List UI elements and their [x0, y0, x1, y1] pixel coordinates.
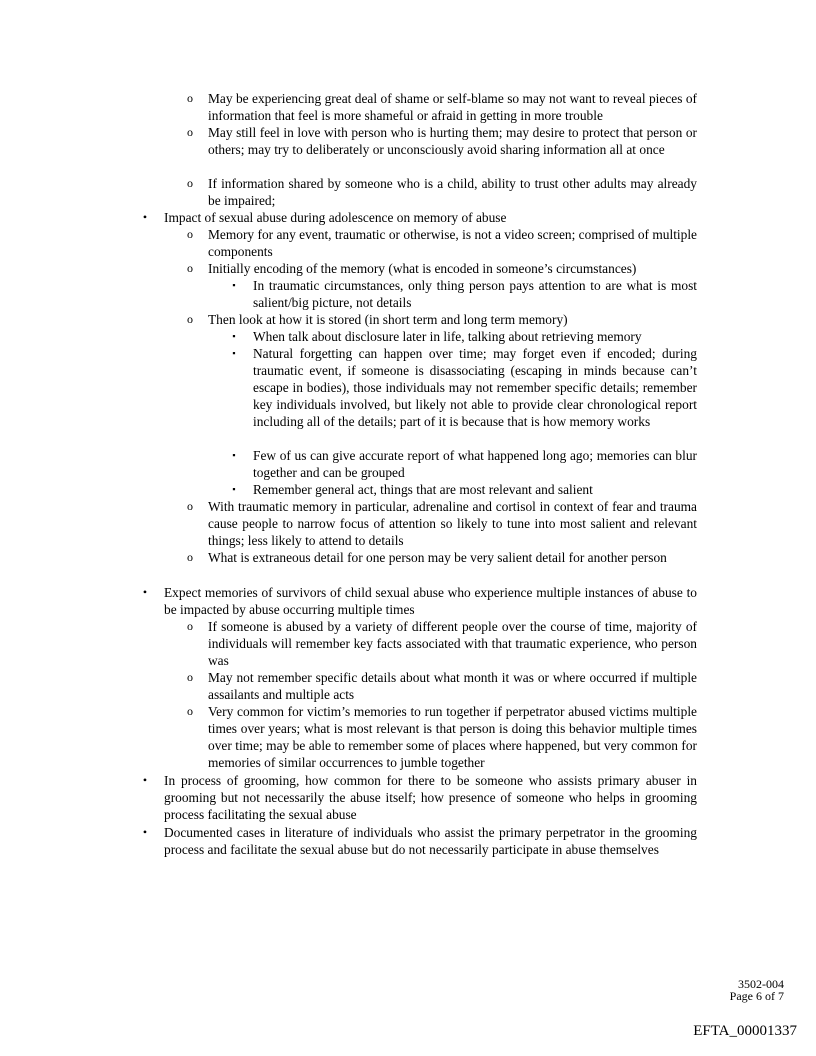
circle-bullet-icon: o	[187, 550, 193, 564]
square-bullet-icon: ▪	[232, 484, 236, 494]
square-bullet-icon: ▪	[232, 280, 236, 290]
list-item-text: Memory for any event, traumatic or otherwise, is not a video screen; comprised of multiple components	[208, 227, 697, 259]
bullet-icon: •	[142, 210, 148, 224]
list-item-text: Remember general act, things that are most relevant and salient	[253, 482, 593, 497]
bullet-icon: •	[142, 585, 148, 599]
circle-bullet-icon: o	[187, 227, 193, 241]
circle-bullet-icon: o	[187, 176, 193, 190]
list-item-text: If someone is abused by a variety of different people over the course of time, majority of individuals will remember key facts associated with that traumatic experience, who person was	[208, 619, 697, 668]
page-number: Page 6 of 7	[729, 989, 784, 1003]
list-item-text: In process of grooming, how common for there to be someone who assists primary abuser in grooming but not necessarily the abuse itself; how presence of someone who helps in grooming process facilitating the sexual abuse	[164, 773, 697, 822]
circle-bullet-icon: o	[187, 670, 193, 684]
list-item-text: May not remember specific details about what month it was or where occurred if multiple assailants and multiple acts	[208, 670, 697, 702]
circle-bullet-icon: o	[187, 704, 193, 718]
list-item-text: Very common for victim’s memories to run together if perpetrator abused victims multiple times over years; what is most relevant is that person is doing this behavior multiple times over time; may be able to remember some of places where happened, but very common for memories of similar occurrences to jumble together	[208, 704, 697, 770]
list-item-text: Documented cases in literature of individuals who assist the primary perpetrator in the grooming process and facilitate the sexual abuse but do not necessarily participate in abuse themselves	[164, 825, 697, 857]
list-item-text: Then look at how it is stored (in short term and long term memory)	[208, 312, 568, 327]
list-item-text: Impact of sexual abuse during adolescence on memory of abuse	[164, 210, 507, 225]
bullet-icon: •	[142, 773, 148, 787]
document-code: 3502-004	[738, 977, 784, 991]
list-item-text: With traumatic memory in particular, adrenaline and cortisol in context of fear and trauma cause people to narrow focus of attention so likely to tune into most salient and relevant things; less likely to attend to details	[208, 499, 697, 548]
list-item-text: May be experiencing great deal of shame or self-blame so may not want to reveal pieces of information that feel is more shameful or afraid in getting in more trouble	[208, 91, 697, 123]
circle-bullet-icon: o	[187, 499, 193, 513]
circle-bullet-icon: o	[187, 312, 193, 326]
list-item-text: Natural forgetting can happen over time; may forget even if encoded; during traumatic event, if someone is disassociating (escaping in minds because can’t escape in bodies), those individuals may not remember specific details; remember key individuals involved, but likely not able to provide clear chronological report including all of the details; part of it is because that is how memory works	[253, 346, 697, 429]
circle-bullet-icon: o	[187, 125, 193, 139]
square-bullet-icon: ▪	[232, 348, 236, 358]
list-item-text: When talk about disclosure later in life, talking about retrieving memory	[253, 329, 642, 344]
bates-number: EFTA_00001337	[693, 1023, 797, 1039]
circle-bullet-icon: o	[187, 619, 193, 633]
list-item-text: If information shared by someone who is a child, ability to trust other adults may already be impaired;	[208, 176, 697, 208]
list-item-text: Expect memories of survivors of child sexual abuse who experience multiple instances of abuse to be impacted by abuse occurring multiple times	[164, 585, 697, 617]
circle-bullet-icon: o	[187, 261, 193, 275]
square-bullet-icon: ▪	[232, 450, 236, 460]
list-item-text: Few of us can give accurate report of what happened long ago; memories can blur together and can be grouped	[253, 448, 697, 480]
square-bullet-icon: ▪	[232, 331, 236, 341]
list-item-text: May still feel in love with person who is hurting them; may desire to protect that person or others; may try to deliberately or unconsciously avoid sharing information all at once	[208, 125, 697, 157]
list-item-text: In traumatic circumstances, only thing person pays attention to are what is most salient/big picture, not details	[253, 278, 697, 310]
list-item-text: Initially encoding of the memory (what is encoded in someone’s circumstances)	[208, 261, 637, 276]
bullet-icon: •	[142, 825, 148, 839]
list-item-text: What is extraneous detail for one person may be very salient detail for another person	[208, 550, 667, 565]
circle-bullet-icon: o	[187, 91, 193, 105]
